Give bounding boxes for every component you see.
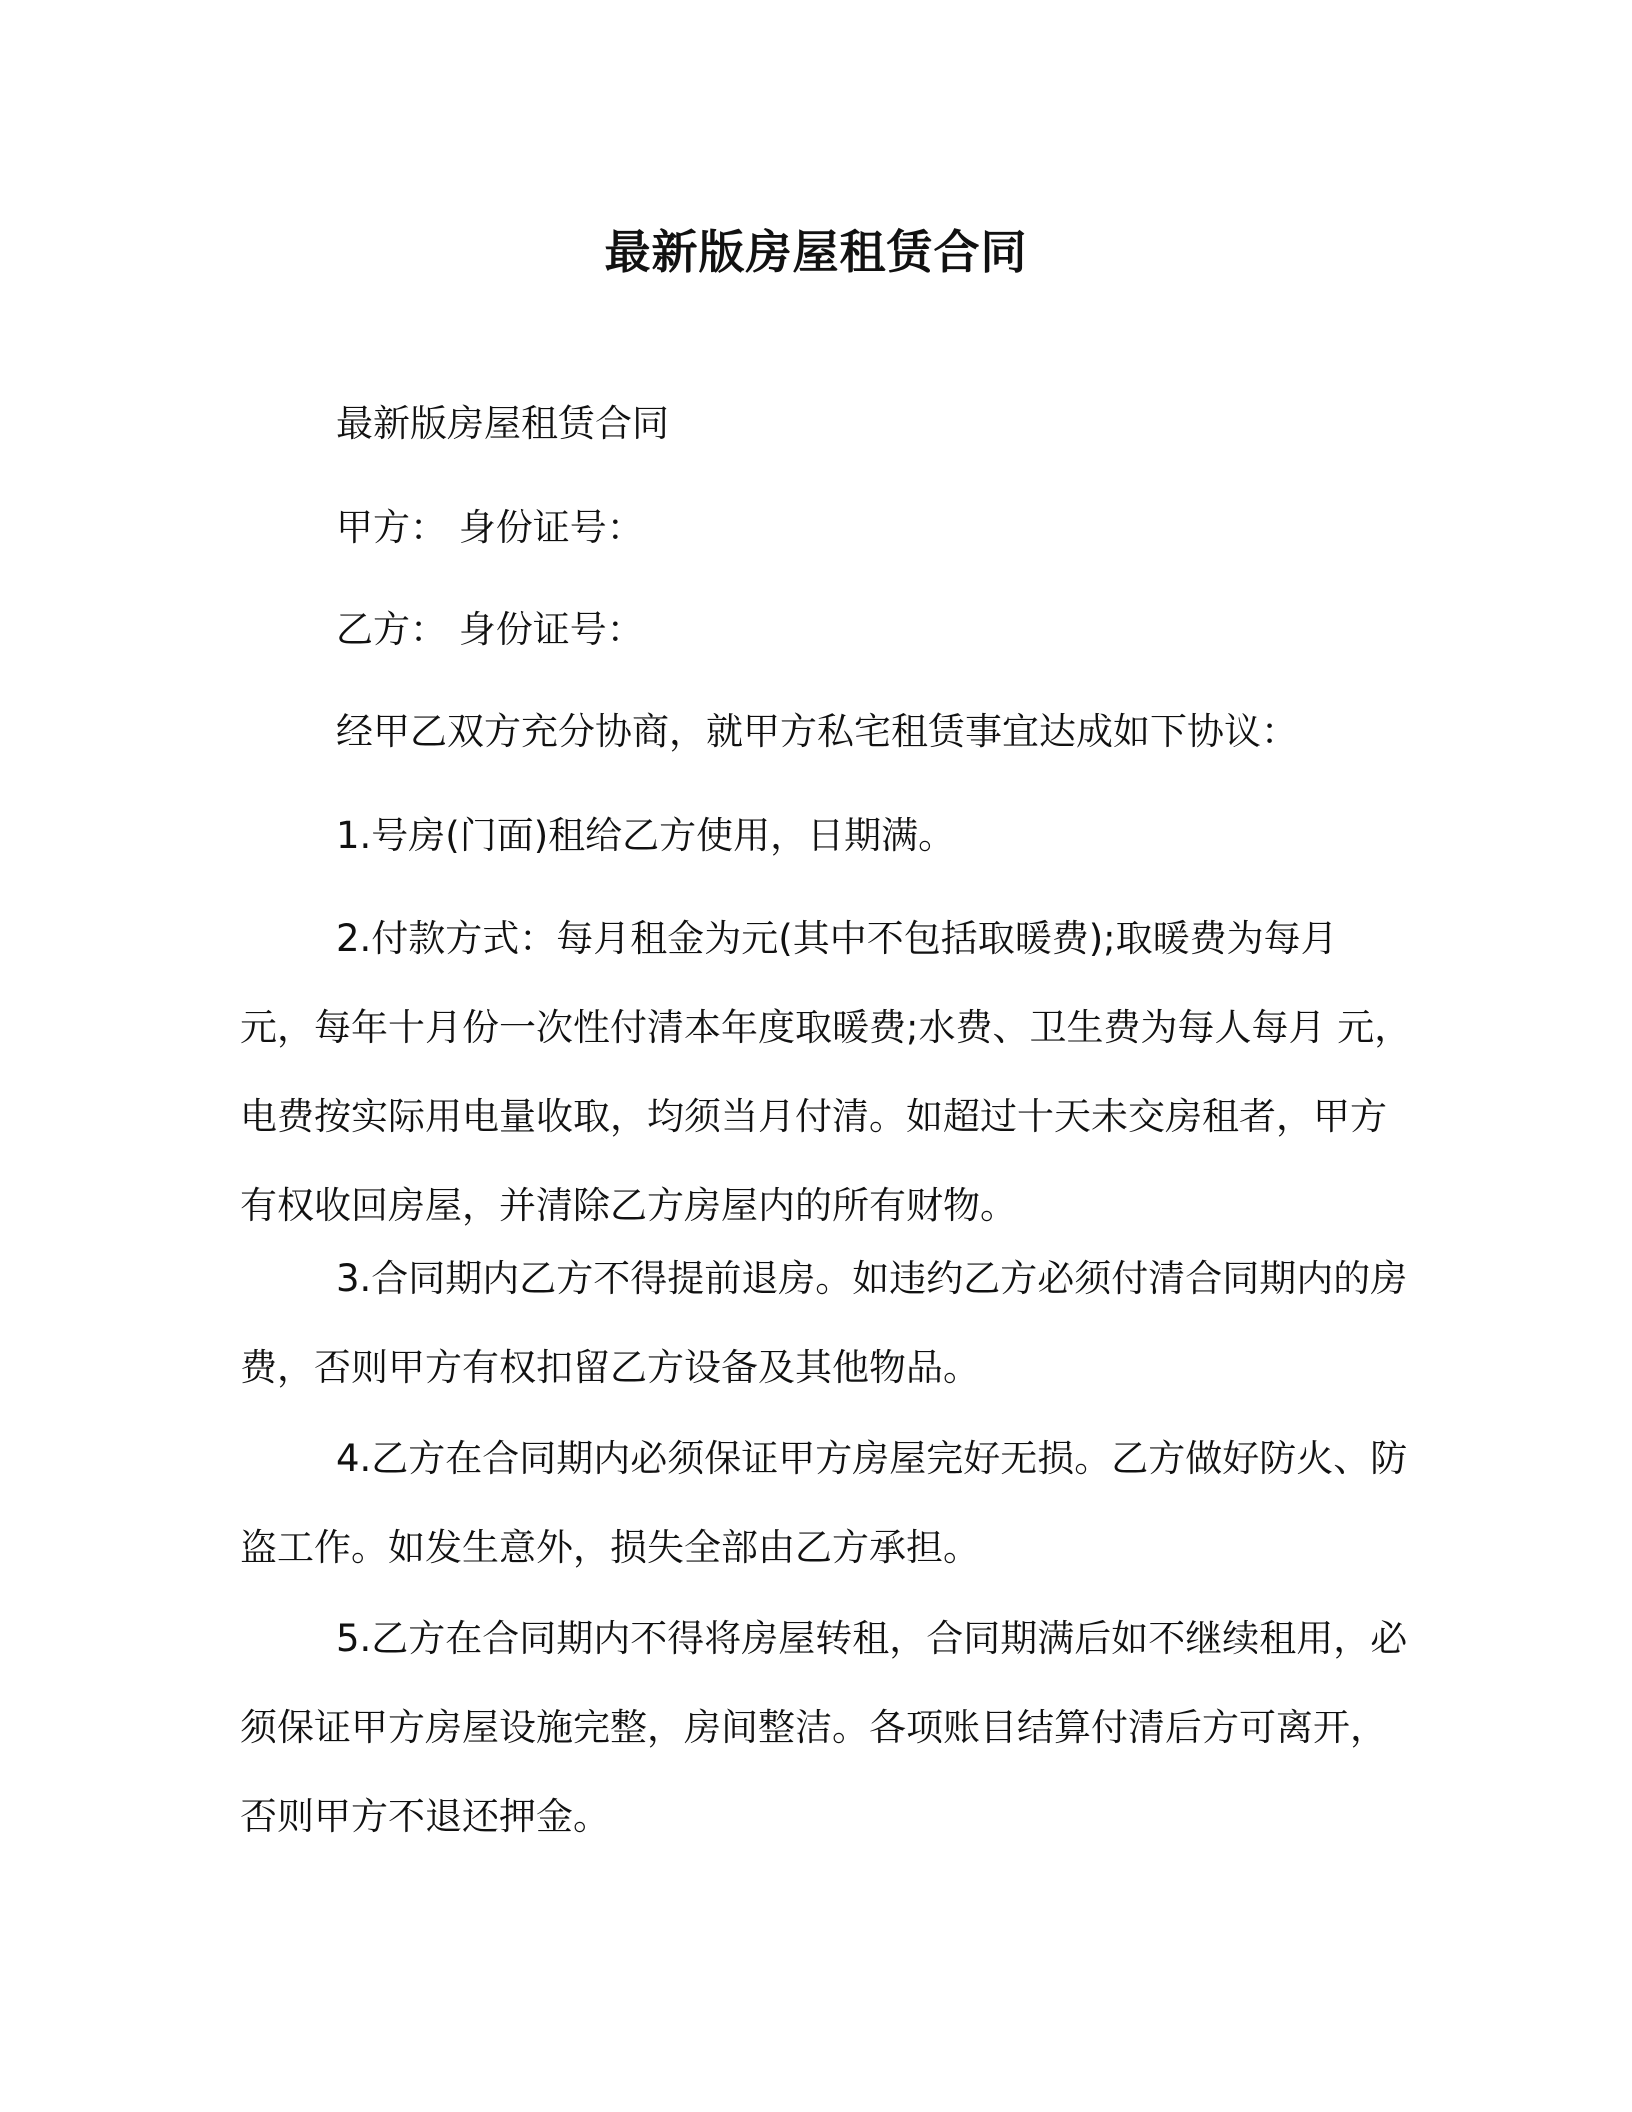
document-title: 最新版房屋租赁合同 — [604, 225, 1028, 279]
clause-2: 2.付款方式：每月租金为元(其中不包括取暖费);取暖费为每月 元，每年十月份一次性付清本年度取暖费;水费、卫生费为每人每月 元，电费按实际用电量收取，均须当月付清。如超过十天未交房租者，甲方有权收回房屋，并清除乙方房屋内的所有财物。 — [240, 917, 1412, 1227]
clause-1: 1.号房(门面)租给乙方使用，日期满。 — [336, 814, 956, 857]
clause-5: 5.乙方在合同期内不得将房屋转租，合同期满后如不继续租用，必须保证甲方房屋设施完整，房间整洁。各项账目结算付清后方可离开，否则甲方不退还押金。 — [240, 1617, 1408, 1838]
clause-3: 3.合同期内乙方不得提前退房。如违约乙方必须付清合同期内的房费，否则甲方有权扣留乙方设备及其他物品。 — [240, 1257, 1408, 1389]
document-subtitle: 最新版房屋租赁合同 — [336, 402, 669, 445]
clause-4: 4.乙方在合同期内必须保证甲方房屋完好无损。乙方做好防火、防盗工作。如发生意外，损失全部由乙方承担。 — [240, 1437, 1408, 1569]
party-b-line: 乙方： 身份证号： — [336, 608, 644, 651]
intro-paragraph: 经甲乙双方充分协商，就甲方私宅租赁事宜达成如下协议： — [336, 710, 1298, 753]
party-a-line: 甲方： 身份证号： — [336, 506, 644, 549]
